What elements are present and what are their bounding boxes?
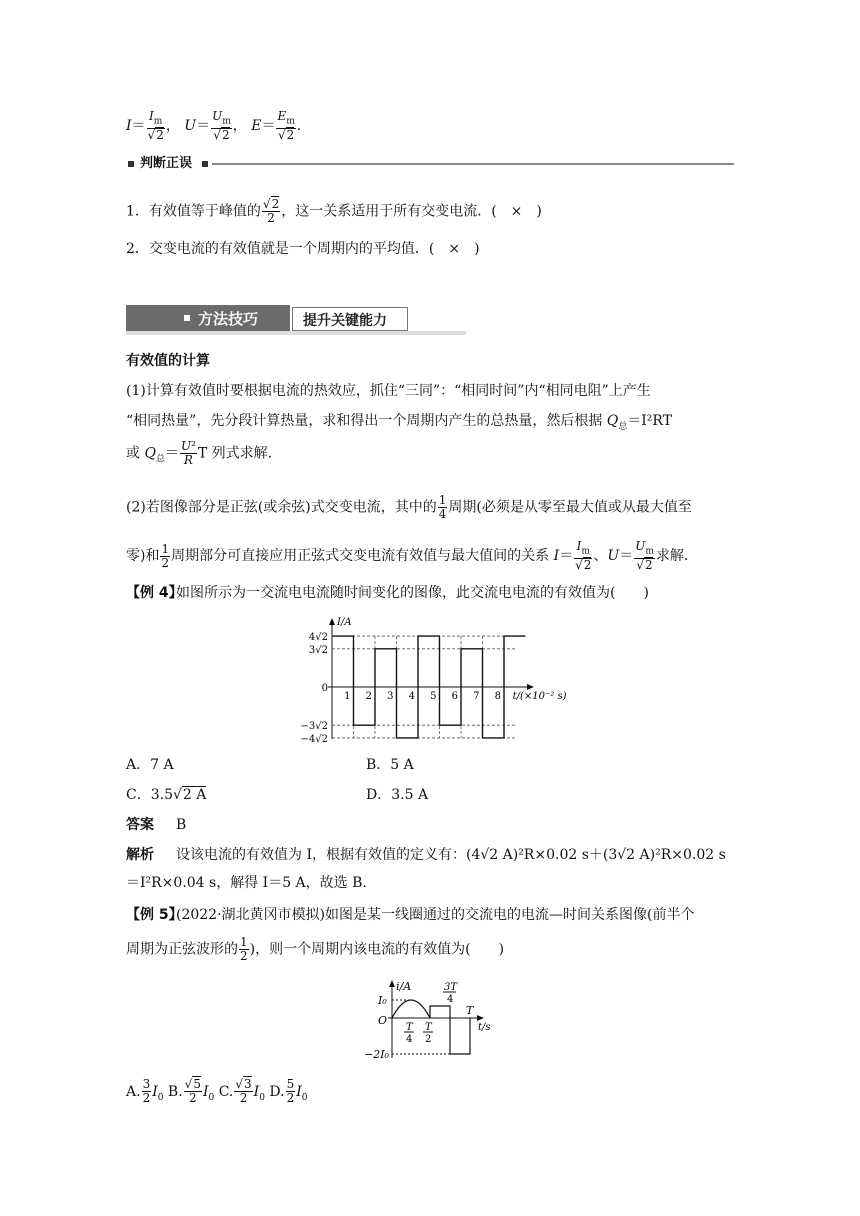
answer-value: B: [176, 817, 187, 833]
paragraph-1-line-2: “相同热量”，先分段计算热量，求和得出一个周期内产生的总热量，然后根据 $Q_总=I^2RT$: [126, 413, 673, 432]
chart-5-tick-T2-den: 2: [425, 1034, 432, 1045]
example-5-question-line-2: 周期为正弦波形的 $\frac{1}{2}$ )，则一个周期内该电流的有效值为( ): [126, 935, 505, 963]
chart-4-xtick-6: 6: [451, 691, 458, 702]
ex5-option-b[interactable]: B. $\frac{√5}{2}$ $I_0$: [167, 1077, 215, 1105]
bullet-square-icon: [128, 161, 134, 167]
method-banner-tab: [292, 307, 408, 331]
paragraph-1-line-1: (1)计算有效值时要根据电流的热效应，抓住“三同”：“相同时间”内“相同电阻”上产生: [126, 383, 651, 399]
bullet-square-icon: [184, 315, 190, 321]
bullet-square-icon: [202, 161, 208, 167]
judge-title: 判断正误: [140, 156, 193, 171]
chart-5-xlabel: t/s: [478, 1022, 491, 1033]
chart-5-tick-T34: 3T: [444, 982, 458, 993]
banner-shadow: [126, 331, 466, 335]
chart-5-tick-T: T: [466, 1004, 474, 1017]
chart-4-xtick-8: 8: [494, 691, 501, 702]
paragraph-2-line-2: 零)和 $\frac{1}{2}$ 周期部分可直接应用正弦式交变电流有效值与最大值间的关系 I＝ $\frac{I_m}{√2}$ 、U＝ $\frac{U_m}{√2}$ 求解．: [126, 539, 698, 573]
ex5-options: [126, 1078, 307, 1106]
method-banner: [126, 305, 290, 331]
chart-5-y-arrow-icon: [389, 980, 395, 987]
chart-4-y-arrow-icon: [329, 618, 335, 625]
chart-4-plot: [301, 617, 567, 745]
formula-effective-values: I＝ $\frac{I_m}{√2}$ ， U＝ $\frac{U_m}{√2}$ ， E＝ $\frac{E_m}{√2}$ .: [126, 109, 302, 143]
chart-5-ylabel: i/A: [396, 980, 412, 993]
chart-4-ylabel: I/A: [337, 617, 352, 628]
method-banner-label: 方法技巧: [198, 310, 259, 328]
chart-4-xtick-1: 1: [344, 691, 351, 702]
chart-4-xtick-3: 3: [387, 691, 394, 702]
judge-item-2: 2．交变电流的有效值就是一个周期内的平均值．( × ): [126, 241, 480, 257]
judge-item-1: 1．有效值等于峰值的 $\frac{√2}{2}$ ，这一关系适用于所有交变电流．( × ): [126, 197, 542, 225]
chart-5-tick-T4: T: [406, 1022, 413, 1033]
chart-4-ytick-3: −3√2: [300, 721, 328, 733]
chart-4: [290, 615, 590, 745]
example-5-question-line-1: (2022·湖北黄冈市模拟)如图是某一线圈通过的交流电的电流—时间关系图像(前半个: [176, 907, 695, 923]
analysis-line-2: ＝I²R×0.04 s，解得 I＝5 A，故选 B.: [126, 875, 367, 891]
chart-4-xtick-5: 5: [430, 691, 437, 702]
chart-4-ytick-4: −4√2: [300, 733, 328, 745]
example-4-label: 【例 4】: [126, 585, 183, 601]
chart-5-origin: O: [378, 1014, 388, 1027]
chart-5-sine-wave: [392, 1000, 430, 1018]
method-banner-tab-label: 提升关键能力: [303, 313, 387, 329]
paragraph-2-line-1: (2)若图像部分是正弦(或余弦)式交变电流，其中的 $\frac{1}{4}$ 周期(必须是从零至最大值或从最大值至: [126, 493, 692, 521]
chart-4-xlabel: t/(×10⁻² s): [512, 691, 567, 702]
chart-4-ytick-2: 0: [321, 683, 328, 694]
chart-4-xtick-4: 4: [408, 691, 415, 702]
chart-5-tick-I0: I₀: [378, 994, 387, 1007]
chart-4-xtick-2: 2: [365, 691, 372, 702]
analysis-label: 解析: [126, 847, 154, 863]
example-4-question: 如图所示为一交流电电流随时间变化的图像，此交流电电流的有效值为( ): [176, 585, 649, 601]
analysis-line-1: 设该电流的有效值为 I，根据有效值的定义有：(4√2 A)²R×0.02 s＋(3√2 A)²R×0.02 s: [176, 847, 726, 863]
chart-5-tick-T2: T: [425, 1022, 432, 1033]
chart-4-ytick-0: 4√2: [308, 632, 328, 644]
chart-5-tick-T4-den: 4: [406, 1034, 413, 1045]
chart-4-x-arrow-icon: [527, 684, 534, 690]
chart-5-tick-neg: −2I₀: [364, 1048, 389, 1060]
ex5-option-a[interactable]: A. $\frac{3}{2}$ $I_0$: [126, 1077, 164, 1105]
ex5-option-c[interactable]: C. $\frac{√3}{2}$ $I_0$: [218, 1077, 265, 1105]
chart-5-x-arrow-icon: [477, 1015, 484, 1021]
example-5-label: 【例 5】: [126, 907, 183, 923]
option-c[interactable]: C．3.5√2 A: [126, 787, 207, 803]
option-b[interactable]: B．5 A: [366, 757, 414, 773]
section-heading: 有效值的计算: [126, 353, 210, 369]
answer-label: 答案: [126, 817, 154, 833]
option-a[interactable]: A．7 A: [126, 757, 174, 773]
chart-5-tick-T34-den: 4: [447, 994, 454, 1005]
divider-line: [212, 163, 734, 165]
paragraph-1-line-3: 或 $Q_总=$ $\frac{\text{U²}}{R}$ T 列式求解．: [126, 439, 282, 467]
chart-4-ytick-1: 3√2: [308, 644, 328, 656]
ex5-option-d[interactable]: D. $\frac{5}{2}$ $I_0$: [269, 1077, 308, 1105]
chart-5: [360, 978, 510, 1060]
chart-4-xtick-7: 7: [473, 691, 480, 702]
option-d[interactable]: D．3.5 A: [366, 787, 429, 803]
